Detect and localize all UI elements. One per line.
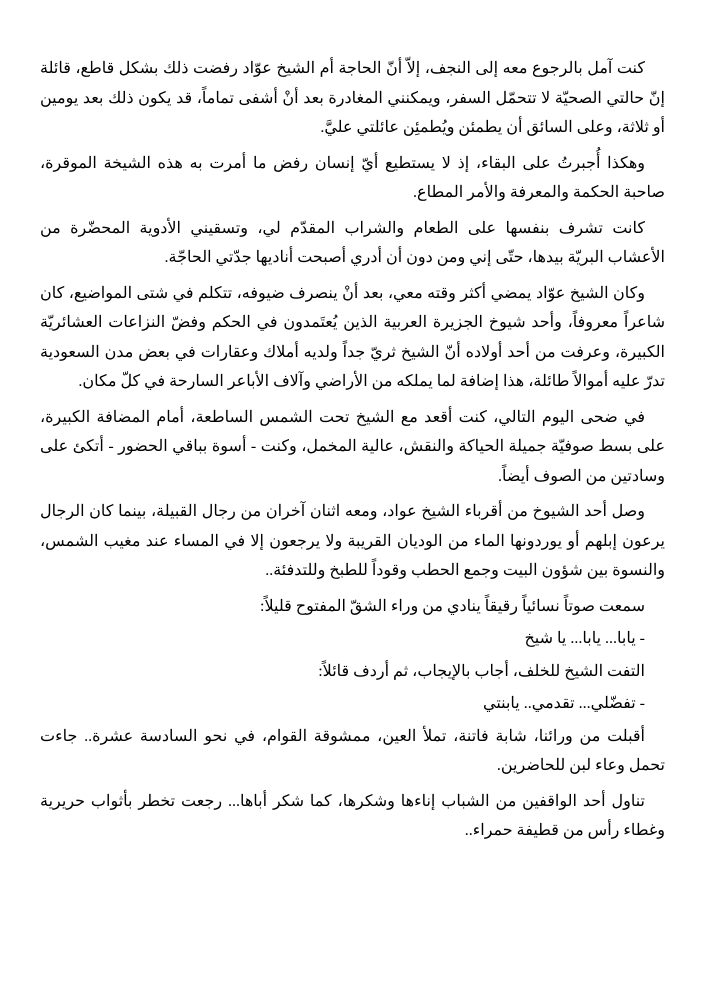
paragraph: كنت آمل بالرجوع معه إلى النجف، إلاّ أنّ الحاجة أم الشيخ عوّاد رفضت ذلك بشكل قاطع، قائلة إنّ حالتي الصحيّة لا تتحمّل السفر، ويمكنني المغادرة بعد أنْ أشفى تماماً، قد يكون ذلك بعد يومين أو ثلاثة، وعلى السائق أن يطمئن ويُطمئِن عائلتي عليَّ.: [40, 60, 665, 136]
paragraph: أقبلت من ورائنا، شابة فاتنة، تملأ العين، ممشوقة القوام، في نحو السادسة عشرة.. جاءت تحمل وعاء لبن للحاضرين.: [40, 727, 665, 774]
paragraph: التفت الشيخ للخلف، أجاب بالإيجاب، ثم أردف قائلاً:: [318, 662, 645, 680]
dialogue-line: - يابا... يابا... يا شيخ: [524, 630, 645, 647]
paragraph: كانت تشرف بنفسها على الطعام والشراب المقدّم لي، وتسقيني الأدوية المحضّرة من الأعشاب البريّة بيدها، حتّى إني ومن دون أن أدري أصبحت أناديها جدّتي الحاجّة.: [40, 219, 665, 266]
paragraph: وصل أحد الشيوخ من أقرباء الشيخ عواد، ومعه اثنان آخران من رجال القبيلة، بينما كان الرجال يرعون إبلهم أو يوردونها الماء من الوديان القريبة ولا يرجعون إلا في المساء عند مغيب الشمس، والنسوة بين شؤون البيت وجمع الحطب وقوداً للطبخ وللتدفئة..: [40, 503, 665, 579]
paragraph: سمعت صوتاً نسائياً رقيقاً ينادي من وراء الشقّ المفتوح قليلاً:: [260, 597, 645, 615]
paragraph: في ضحى اليوم التالي، كنت أقعد مع الشيخ تحت الشمس الساطعة، أمام المضافة الكبيرة، على بسط صوفيّة جميلة الحياكة والنقش، عالية المخمل، وكنت - أسوة بباقي الحضور - أتكئ على وسادتين من الصوف أيضاً.: [40, 408, 665, 485]
dialogue-line: - تفضّلي... تقدمي.. يابنتي: [482, 695, 645, 712]
paragraph: وهكذا أُجبرتُ على البقاء، إذ لا يستطيع أيّ إنسان رفض ما أمرت به هذه الشيخة الموقرة، صاحبة الحكمة والمعرفة والأمر المطاع.: [40, 154, 665, 201]
paragraph: وكان الشيخ عوّاد يمضي أكثر وقته معي، بعد أنْ ينصرف ضيوفه، تتكلم في شتى المواضيع، كان شاعراً معروفاً، وأحد شيوخ الجزيرة العربية الذين يُعتَمدون في الحكم وفضّ النزاعات العشائريّة الكبيرة، وعرفت من أحد أولاده أنّ الشيخ ثريّ جداً ولديه أملاك وعقارات في بعض مدن السعودية تدرّ عليه أموالاً طائلة، هذا إضافة لما يملكه من الأراضي وآلاف الأباعر السارحة في كلّ مكان.: [40, 284, 666, 390]
paragraph: تناول أحد الواقفين من الشباب إناءها وشكرها، كما شكر أباها... رجعت تخطر بأثواب حريرية وغطاء رأس من قطيفة حمراء..: [40, 792, 665, 839]
document-page: [40, 54, 665, 852]
